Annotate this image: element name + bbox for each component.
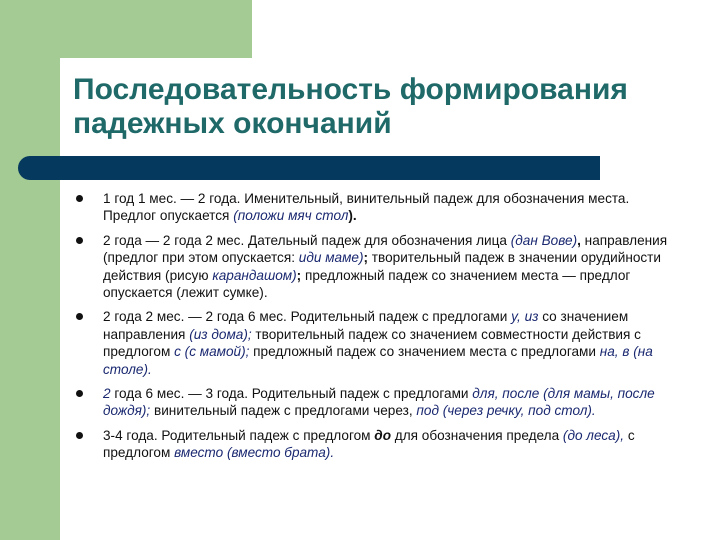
bullet-item — [74, 385, 686, 420]
bullet-item — [74, 190, 686, 225]
top-green-block — [0, 0, 252, 58]
bullet-dot-icon — [76, 390, 83, 397]
slide-title: Последовательность формирования падежных окончаний — [73, 73, 628, 140]
bullet-item — [74, 427, 686, 462]
bullet-dot-icon — [76, 237, 83, 244]
bullet-text: 1 год 1 мес. — 2 года. Именительный, винительный падеж для обозначения места. Предлог опускается (положи мяч стол). — [103, 191, 630, 224]
bullet-dot-icon — [76, 313, 83, 320]
bullet-dot-icon — [76, 195, 83, 202]
bullet-text: 2 года — 2 года 2 мес. Дательный падеж для обозначения лица (дан Вове), направления (предлог при этом опускается: иди маме); творительный падеж в значении орудийности действия (рисую карандашом); предложный падеж со значением места — предлог опускается (лежит сумке). — [103, 232, 668, 301]
bullet-text: 2 года 2 мес. — 2 года 6 мес. Родительный падеж с предлогами у, из со значением направления (из дома); творительный падеж со значением совместности действия с предлогом с (с мамой); предложный падеж со значением места с предлогами на, в (на столе). — [103, 309, 653, 377]
bullet-item — [74, 232, 686, 302]
bullet-dot-icon — [76, 432, 83, 439]
left-green-strip — [0, 0, 60, 540]
title-divider-bar — [18, 156, 600, 180]
bullet-item — [74, 308, 686, 378]
bullet-text: 3-4 года. Родительный падеж с предлогом до для обозначения предела (до леса), с предлогом вместо (вместо брата). — [103, 427, 635, 461]
bullet-list — [74, 190, 686, 469]
bullet-text: 2 года 6 мес. — 3 года. Родительный падеж с предлогами для, после (для мамы, после дождя); винительный падеж с предлогами через, под (через речку, под стол). — [103, 386, 655, 419]
